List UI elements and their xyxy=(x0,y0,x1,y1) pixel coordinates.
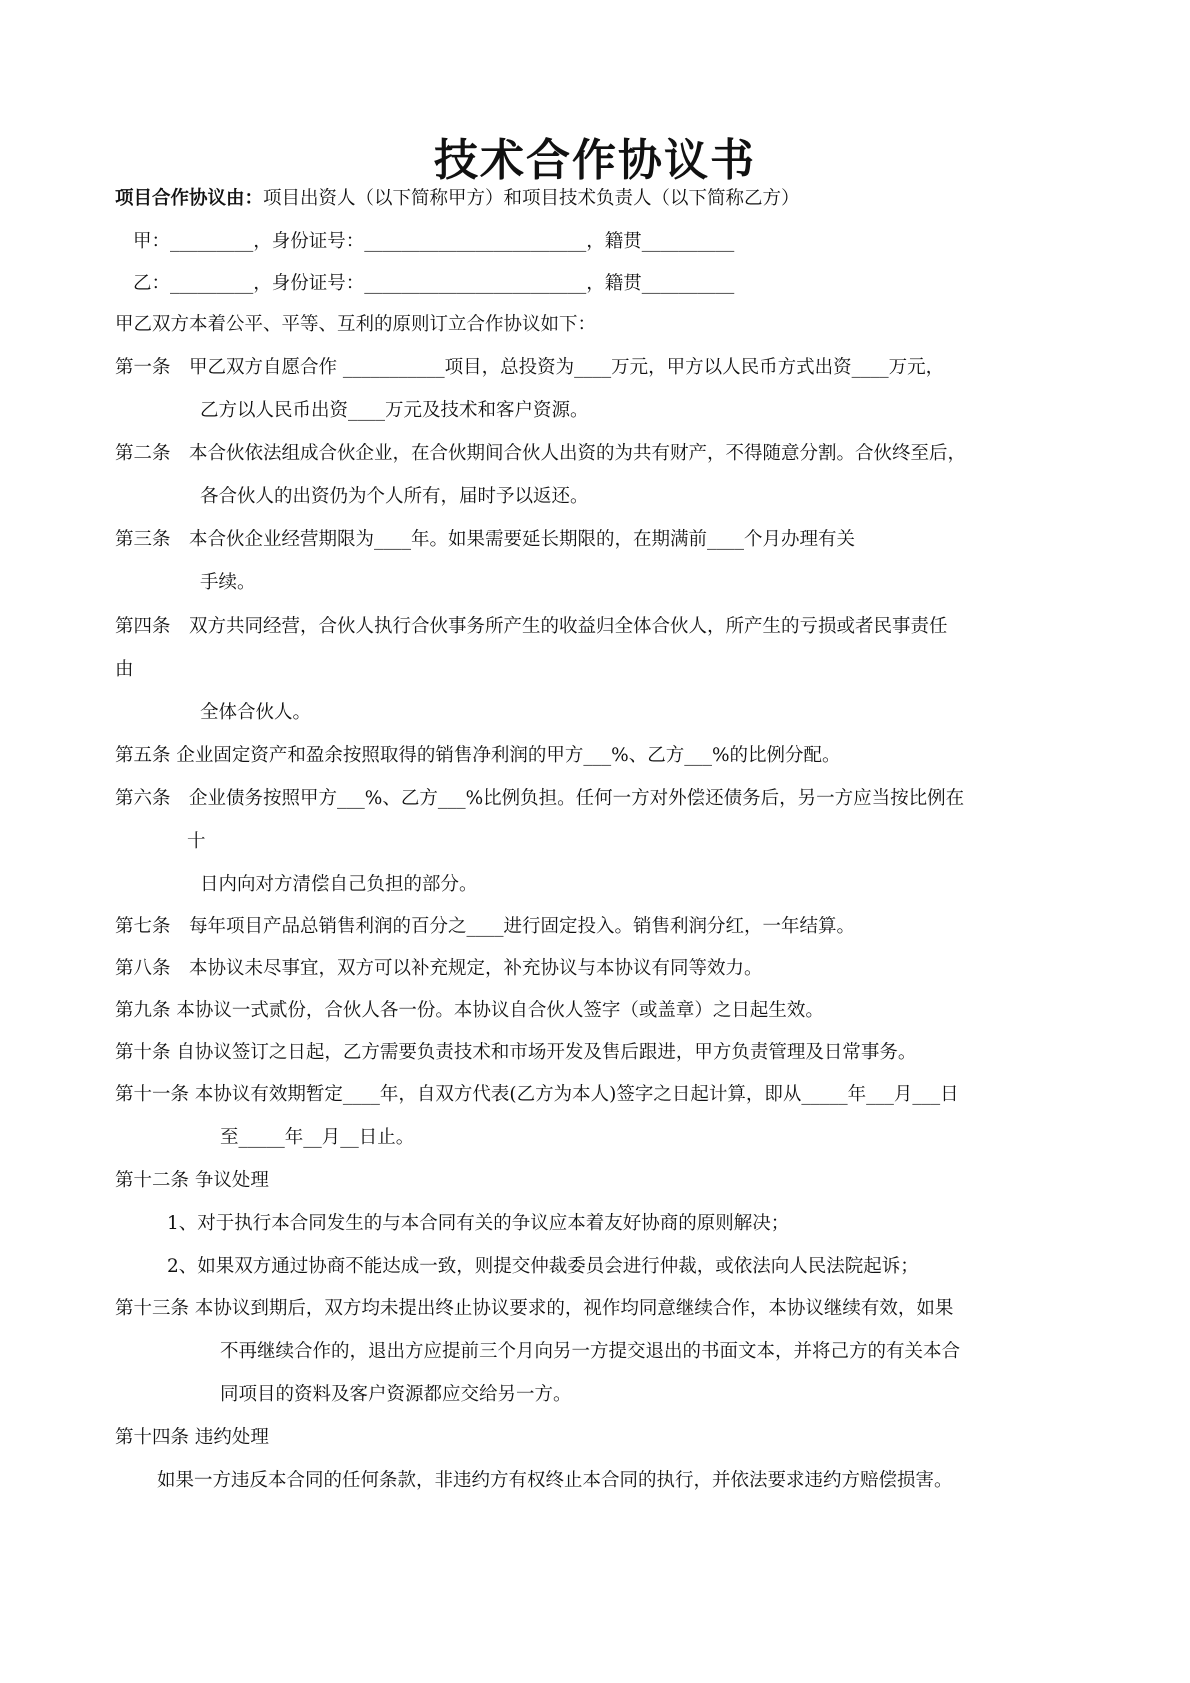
article-13-line-2: 不再继续合作的，退出方应提前三个月向另一方提交退出的书面文本，并将己方的有关本合 xyxy=(220,1341,961,1362)
article-11-line-2: 至_____年__月__日止。 xyxy=(220,1127,415,1148)
article-3-line-2: 手续。 xyxy=(200,572,256,593)
intro-text: 项目出资人（以下简称甲方）和项目技术负责人（以下简称乙方） xyxy=(263,188,800,209)
article-6-line-3: 日内向对方清偿自己负担的部分。 xyxy=(200,874,478,895)
article-5: 第五条 企业固定资产和盈余按照取得的销售净利润的甲方___%、乙方___%的比例分配。 xyxy=(115,745,841,766)
article-12-heading: 第十二条 争议处理 xyxy=(115,1170,269,1191)
article-8: 第八条 本协议未尽事宜，双方可以补充规定，补充协议与本协议有同等效力。 xyxy=(115,958,763,979)
intro-label: 项目合作协议由： xyxy=(115,188,264,209)
article-10: 第十条 自协议签订之日起，乙方需要负责技术和市场开发及售后跟进，甲方负责管理及日常事务。 xyxy=(115,1042,917,1063)
article-11-line-1: 第十一条 本协议有效期暂定____年，自双方代表(乙方为本人)签字之日起计算，即从_____年___月___日 xyxy=(115,1084,959,1105)
document-title: 技术合作协议书 xyxy=(434,135,756,186)
article-14-text: 如果一方违反本合同的任何条款，非违约方有权终止本合同的执行，并依法要求违约方赔偿损害。 xyxy=(157,1470,953,1491)
intro-line xyxy=(115,186,800,212)
article-9: 第九条 本协议一式贰份，合伙人各一份。本协议自合伙人签字（或盖章）之日起生效。 xyxy=(115,1000,824,1021)
article-12-item-1: 1、对于执行本合同发生的与本合同有关的争议应本着友好协商的原则解决； xyxy=(167,1213,790,1234)
article-7: 第七条 每年项目产品总销售利润的百分之____进行固定投入。销售利润分红，一年结算。 xyxy=(115,916,856,937)
preamble: 甲乙双方本着公平、平等、互利的原则订立合作协议如下： xyxy=(115,314,597,335)
article-2-line-2: 各合伙人的出资仍为个人所有，届时予以返还。 xyxy=(200,486,589,507)
article-4-line-3: 全体合伙人。 xyxy=(200,702,312,723)
article-14-heading: 第十四条 违约处理 xyxy=(115,1427,269,1448)
article-6-line-2: 十 xyxy=(187,831,206,852)
party-b-line: 乙：_________，身份证号：________________________，籍贯__________ xyxy=(133,273,735,294)
party-a-line: 甲：_________，身份证号：________________________，籍贯__________ xyxy=(133,231,735,252)
article-4-line-1: 第四条 双方共同经营，合伙人执行合伙事务所产生的收益归全体合伙人，所产生的亏损或者民事责任 xyxy=(115,616,948,637)
article-2-line-1: 第二条 本合伙依法组成合伙企业，在合伙期间合伙人出资的为共有财产，不得随意分割。合伙终至后， xyxy=(115,443,967,464)
article-4-line-2: 由 xyxy=(115,659,134,680)
article-3-line-1: 第三条 本合伙企业经营期限为____年。如果需要延长期限的，在期满前____个月办理有关 xyxy=(115,529,856,550)
article-13-line-3: 同项目的资料及客户资源都应交给另一方。 xyxy=(220,1384,572,1405)
article-1-line-1: 第一条 甲乙双方自愿合作 ___________项目，总投资为____万元，甲方以人民币方式出资____万元， xyxy=(115,357,945,378)
article-6-line-1: 第六条 企业债务按照甲方___%、乙方___%比例负担。任何一方对外偿还债务后，另一方应当按比例在 xyxy=(115,788,965,809)
article-13-line-1: 第十三条 本协议到期后，双方均未提出终止协议要求的，视作均同意继续合作，本协议继续有效，如果 xyxy=(115,1298,954,1319)
article-12-item-2: 2、如果双方通过协商不能达成一致，则提交仲裁委员会进行仲裁，或依法向人民法院起诉； xyxy=(167,1256,919,1277)
article-1-line-2: 乙方以人民币出资____万元及技术和客户资源。 xyxy=(200,400,589,421)
